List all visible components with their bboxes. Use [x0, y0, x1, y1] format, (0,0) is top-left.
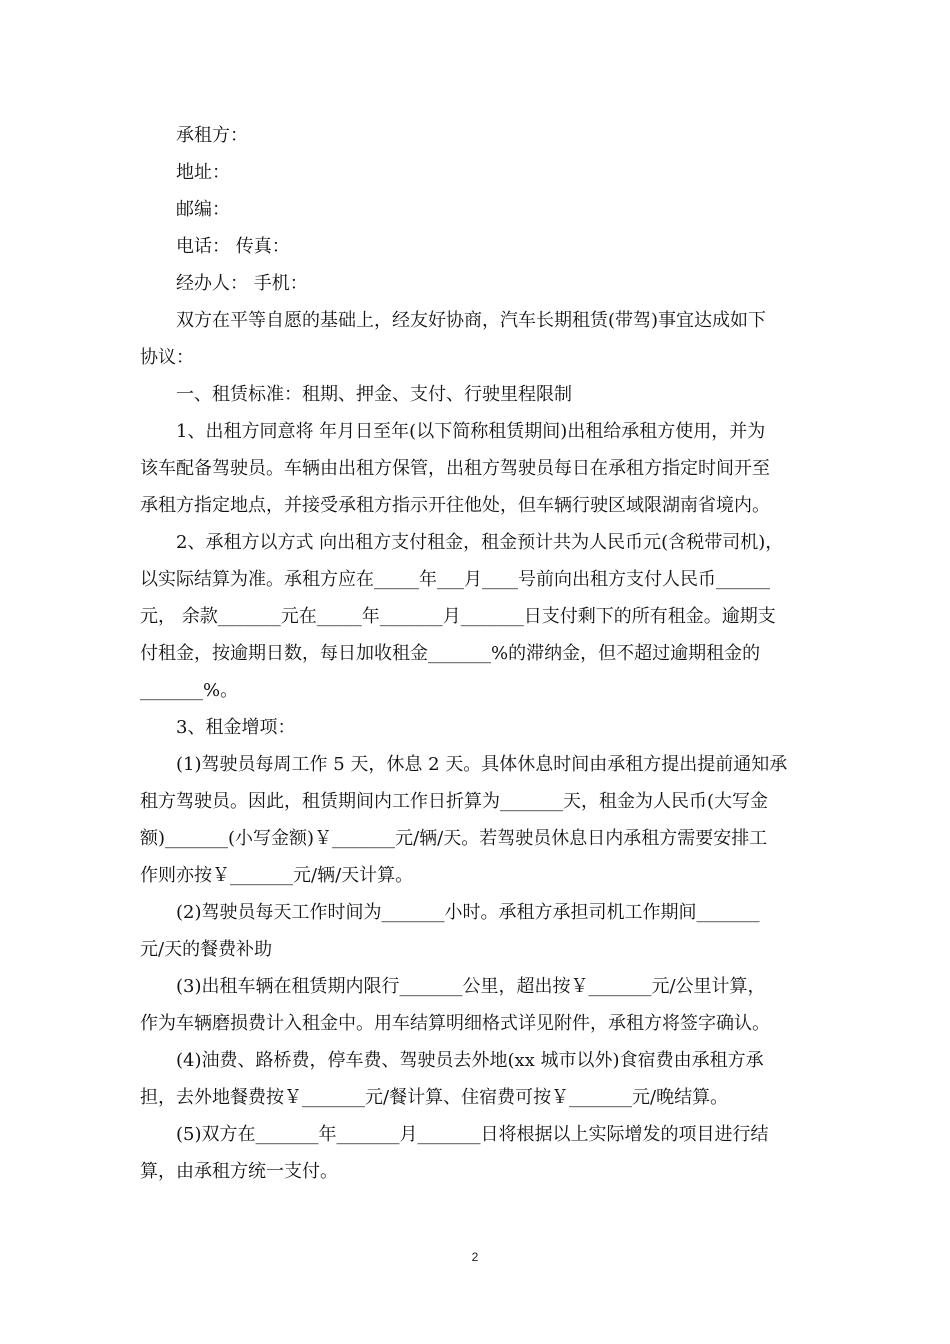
text-line: 双方在平等自愿的基础上，经友好协商，汽车长期租赁(带驾)事宜达成如下: [176, 310, 767, 331]
text-line: 作则亦按￥_______元/辆/天计算。: [140, 865, 414, 886]
section-heading: 一、租赁标准：租期、押金、支付、行驶里程限制: [176, 384, 572, 405]
text-line: (4)油费、路桥费，停车费、驾驶员去外地(xx 城市以外)食宿费由承租方承: [176, 1050, 764, 1071]
text-line: (2)驾驶员每天工作时间为_______小时。承租方承担司机工作期间_______: [176, 902, 760, 923]
text-line: 地址：: [176, 162, 230, 183]
section-heading: 3、租金增项：: [176, 717, 296, 738]
text-line: 算，由承租方统一支付。: [140, 1161, 338, 1182]
text-line: 作为车辆磨损费计入租金中。用车结算明细格式详见附件，承租方将签字确认。: [140, 1013, 770, 1034]
text-line: 2、承租方以方式 向出租方支付租金，租金预计共为人民币元(含税带司机)，: [176, 532, 784, 553]
text-line: _______%。: [140, 680, 239, 701]
text-line: 租方驾驶员。因此，租赁期间内工作日折算为_______天，租金为人民币(大写金: [140, 791, 769, 812]
text-line: 电话： 传真：: [176, 236, 290, 257]
text-line: 该车配备驾驶员。车辆由出租方保管，出租方驾驶员每日在承租方指定时间开至: [140, 458, 770, 479]
text-line: 经办人： 手机：: [176, 273, 308, 294]
text-line: 元， 余款_______元在_____年_______月_______日支付剩下的所有租金。逾期支: [140, 606, 776, 627]
text-line: 承租方：: [176, 125, 248, 146]
text-line: 1、出租方同意将 年月日至年(以下简称租赁期间)出租给承租方使用，并为: [176, 421, 766, 442]
text-line: (5)双方在_______年_______月_______日将根据以上实际增发的项目进行结: [176, 1124, 769, 1145]
text-line: 担，去外地餐费按￥_______元/餐计算、住宿费可按￥_______元/晚结算。: [140, 1087, 729, 1108]
page-number: 2: [471, 1250, 479, 1264]
text-line: 以实际结算为准。承租方应在_____年___月____号前向出租方支付人民币______: [140, 569, 770, 590]
text-line: 邮编：: [176, 199, 230, 220]
document-body: [140, 117, 815, 1190]
text-line: (1)驾驶员每周工作 5 天，休息 2 天。具体休息时间由承租方提出提前通知承: [176, 754, 788, 775]
text-line: 付租金，按逾期日数，每日加收租金_______%的滞纳金，但不超过逾期租金的: [140, 643, 761, 664]
text-line: 协议：: [140, 347, 194, 368]
text-line: 元/天的餐费补助: [140, 939, 273, 960]
text-line: 额)_______(小写金额)￥_______元/辆/天。若驾驶员休息日内承租方需要安排工: [140, 828, 768, 849]
text-line: (3)出租车辆在租赁期内限行_______公里，超出按￥_______元/公里计算，: [176, 976, 766, 997]
text-line: 承租方指定地点，并接受承租方指示开往他处，但车辆行驶区域限湖南省境内。: [140, 495, 770, 516]
